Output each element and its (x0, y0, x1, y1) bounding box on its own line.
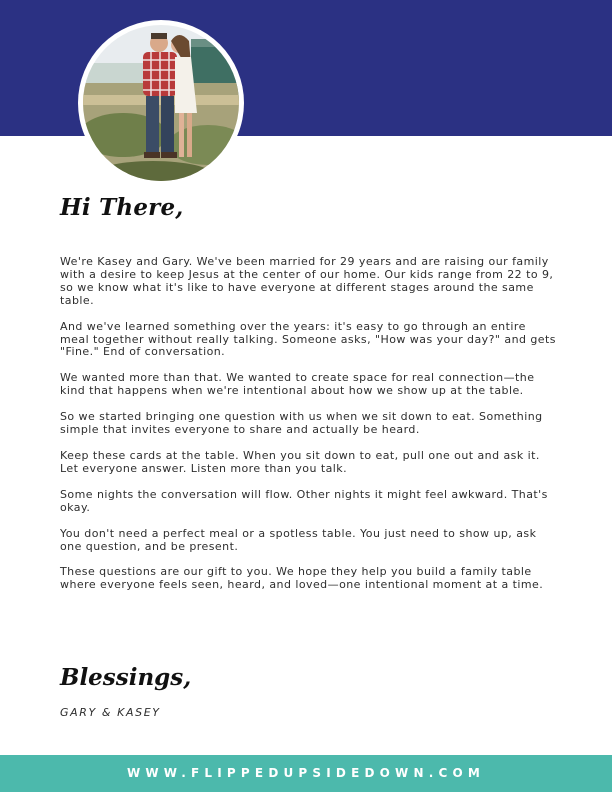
paragraph: And we've learned something over the years: it's easy to go through an entire meal together without really talking. Someone asks, "How was your day?" and gets "Fine." End of conversation. (60, 319, 556, 359)
paragraph: These questions are our gift to you. We hope they help you build a family table where everyone feels seen, heard, and loved—one intentional moment at a time. (60, 565, 544, 592)
paragraph: You don't need a perfect meal or a spotless table. You just need to show up, ask one question, and be present. (60, 526, 537, 553)
letter-body (60, 256, 556, 605)
closing-salutation: Blessings, (60, 664, 192, 691)
paragraph: Keep these cards at the table. When you sit down to eat, pull one out and ask it. Let everyone answer. Listen more than you talk. (60, 448, 540, 475)
paragraph: So we started bringing one question with us when we sit down to eat. Something simple that invites everyone to share and actually be heard. (60, 410, 543, 437)
paragraph: Some nights the conversation will flow. Other nights it might feel awkward. That's okay. (60, 487, 548, 514)
couple-photo (83, 25, 239, 181)
website-link[interactable]: WWW.FLIPPEDUPSIDEDOWN.COM (126, 766, 486, 780)
greeting-heading: Hi There, (60, 194, 184, 221)
paragraph: We wanted more than that. We wanted to create space for real connection—the kind that happens when we're intentional about how we show up at the table. (60, 371, 535, 398)
paragraph: We're Kasey and Gary. We've been married for 29 years and are raising our family with a desire to keep Jesus at the center of our home. Our kids range from 22 to 9, so we know what it's like to have everyone at different stages around the same table. (60, 255, 554, 307)
signature: GARY & KASEY (60, 706, 161, 719)
